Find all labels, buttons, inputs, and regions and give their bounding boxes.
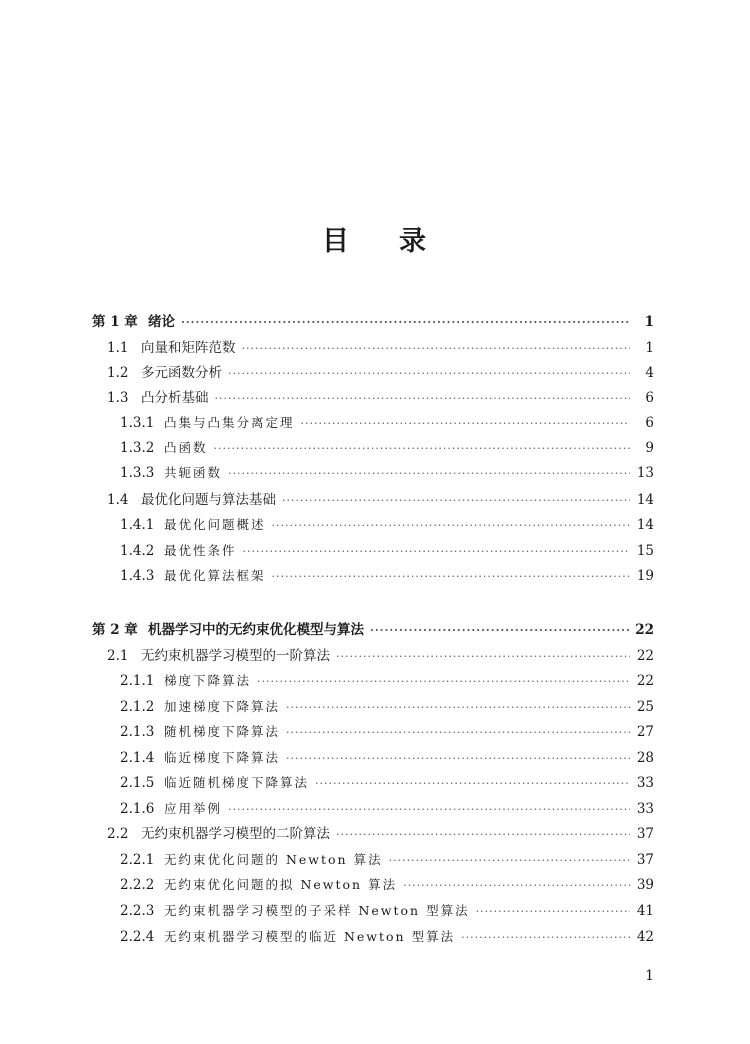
- toc-number: 2.1.4: [120, 750, 155, 766]
- toc-leader: [286, 697, 630, 719]
- toc-page: 25: [636, 699, 654, 715]
- toc-leader: [215, 388, 631, 410]
- toc-text: 无约束机器学习模型的临近 Newton 型算法: [164, 929, 456, 944]
- toc-number: 2.1.1: [120, 673, 155, 689]
- toc-leader: [286, 748, 630, 770]
- toc-entry[interactable]: [0, 337, 750, 359]
- toc-entry[interactable]: [0, 823, 750, 845]
- toc-entry[interactable]: [0, 874, 750, 896]
- toc-number: 2.1.5: [120, 775, 155, 791]
- toc-text: 无约束优化问题的 Newton 算法: [164, 852, 383, 867]
- toc-number: 2.1.6: [120, 801, 155, 817]
- toc-text: 无约束机器学习模型的二阶算法: [141, 826, 330, 842]
- toc-leader: [476, 901, 630, 923]
- toc-text: 多元函数分析: [141, 365, 222, 381]
- toc-number: 1.4.3: [120, 568, 155, 584]
- toc-page: 37: [636, 826, 654, 842]
- toc-text: 应用举例: [164, 801, 223, 816]
- title-char-2: 录: [399, 226, 428, 257]
- toc-leader: [315, 773, 630, 795]
- toc-page: 33: [636, 801, 654, 817]
- toc-page: 27: [636, 724, 654, 740]
- toc-text: 最优化问题概述: [164, 517, 266, 532]
- toc-entry[interactable]: [0, 645, 750, 667]
- toc-page: 39: [636, 877, 654, 893]
- toc-number: 2.2.4: [120, 929, 155, 945]
- toc-leader: [336, 646, 630, 668]
- toc-entry[interactable]: [0, 514, 750, 536]
- toc-page: 15: [636, 543, 654, 559]
- toc-leader: [272, 566, 630, 588]
- toc-text: 凸函数: [164, 440, 208, 455]
- toc-page: 33: [636, 775, 654, 791]
- toc-text: 凸分析基础: [141, 390, 209, 406]
- toc-page: 1: [644, 314, 654, 330]
- toc-leader: [403, 875, 630, 897]
- toc-entry[interactable]: [0, 437, 750, 459]
- toc-number: 1.3: [107, 390, 129, 406]
- toc-page: 14: [636, 492, 654, 508]
- toc-leader: [389, 850, 630, 872]
- toc-entry[interactable]: [0, 696, 750, 718]
- toc-entry[interactable]: [0, 747, 750, 769]
- toc-text: 共轭函数: [164, 465, 223, 480]
- toc-number: 1.3.2: [120, 440, 155, 456]
- toc-number: 1.3.3: [120, 465, 155, 481]
- toc-text: 最优化算法框架: [164, 568, 266, 583]
- toc-leader: [243, 541, 630, 563]
- toc-entry[interactable]: [0, 387, 750, 409]
- toc-text: 最优化问题与算法基础: [141, 492, 276, 508]
- toc-entry[interactable]: [0, 565, 750, 587]
- toc-leader: [272, 515, 630, 537]
- toc-entry[interactable]: [0, 412, 750, 434]
- toc-leader: [370, 620, 629, 642]
- toc-leader: [461, 927, 630, 949]
- toc-page: 6: [645, 415, 654, 431]
- toc-page: 19: [636, 568, 654, 584]
- toc-text: 梯度下降算法: [164, 673, 252, 688]
- toc-leader: [301, 413, 630, 435]
- toc-page: 4: [645, 365, 654, 381]
- toc-page: 28: [636, 750, 654, 766]
- page-title: [0, 224, 750, 260]
- toc-page: 42: [636, 929, 654, 945]
- toc-page: 41: [636, 903, 654, 919]
- toc-leader: [228, 463, 630, 485]
- toc-number: 2.1.2: [120, 699, 155, 715]
- toc-text: 绪论: [148, 314, 175, 330]
- toc-text: 随机梯度下降算法: [164, 724, 281, 739]
- toc-number: 1.4.1: [120, 517, 155, 533]
- toc-page: 14: [636, 517, 654, 533]
- toc-entry[interactable]: [0, 489, 750, 511]
- toc-entry[interactable]: [0, 798, 750, 820]
- toc-page: 22: [636, 648, 654, 664]
- toc-entry[interactable]: [0, 772, 750, 794]
- toc-text: 无约束机器学习模型的一阶算法: [141, 648, 330, 664]
- toc-page: 6: [645, 390, 654, 406]
- title-char-1: 目: [322, 226, 351, 257]
- toc-number: 2.2.1: [120, 852, 155, 868]
- toc-number: 2.1.3: [120, 724, 155, 740]
- toc-page: 1: [645, 340, 654, 356]
- toc-leader: [228, 799, 630, 821]
- page-number: 1: [645, 968, 654, 984]
- toc-text: 加速梯度下降算法: [164, 699, 281, 714]
- toc-number: 1.4.2: [120, 543, 155, 559]
- toc-number: 1.3.1: [120, 415, 155, 431]
- toc-entry[interactable]: [0, 540, 750, 562]
- toc-number: 第 2 章: [92, 622, 138, 638]
- toc-entry[interactable]: [0, 462, 750, 484]
- toc-leader: [242, 338, 631, 360]
- toc-number: 2.2: [107, 826, 129, 842]
- toc-number: 2.2.3: [120, 903, 155, 919]
- toc-text: 无约束优化问题的拟 Newton 算法: [164, 877, 398, 892]
- toc-text: 临近梯度下降算法: [164, 750, 281, 765]
- toc-text: 机器学习中的无约束优化模型与算法: [148, 622, 364, 638]
- toc-leader: [257, 671, 630, 693]
- toc-page: 22: [635, 622, 654, 638]
- toc-text: 最优性条件: [164, 543, 237, 558]
- toc-page: 37: [636, 852, 654, 868]
- toc-text: 无约束机器学习模型的子采样 Newton 型算法: [164, 903, 470, 918]
- toc-number: 2.2.2: [120, 877, 155, 893]
- toc-number: 1.1: [107, 340, 129, 356]
- toc-entry[interactable]: [0, 619, 750, 641]
- toc-leader: [282, 490, 630, 512]
- toc-text: 凸集与凸集分离定理: [164, 415, 295, 430]
- toc-page: 22: [636, 673, 654, 689]
- toc-entry[interactable]: [0, 926, 750, 948]
- toc-number: 1.4: [107, 492, 129, 508]
- toc-number: 第 1 章: [92, 314, 138, 330]
- toc-entry[interactable]: [0, 721, 750, 743]
- toc-entry[interactable]: [0, 900, 750, 922]
- toc-text: 临近随机梯度下降算法: [164, 775, 310, 790]
- toc-entry[interactable]: [0, 670, 750, 692]
- toc-page: 13: [636, 465, 654, 481]
- toc-number: 1.2: [107, 365, 129, 381]
- toc-leader: [336, 824, 630, 846]
- toc-leader: [181, 312, 630, 334]
- toc-text: 向量和矩阵范数: [141, 340, 236, 356]
- toc-entry[interactable]: [0, 849, 750, 871]
- toc-leader: [286, 722, 630, 744]
- toc-entry[interactable]: [0, 311, 750, 333]
- toc-leader: [228, 363, 630, 385]
- toc-number: 2.1: [107, 648, 129, 664]
- toc-entry[interactable]: [0, 362, 750, 384]
- toc-page: 9: [645, 440, 654, 456]
- toc-leader: [214, 438, 630, 460]
